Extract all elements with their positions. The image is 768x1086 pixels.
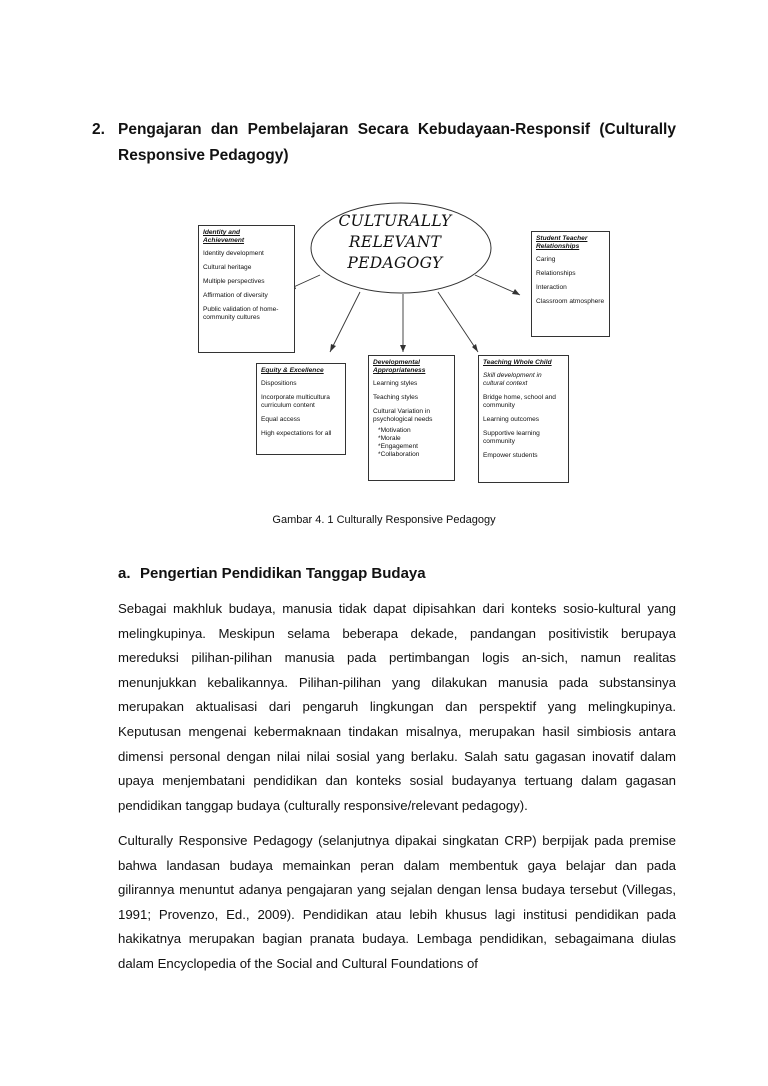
box-item: Public validation of home-community cultures — [203, 306, 279, 321]
box-item: Learning outcomes — [483, 416, 540, 423]
section-title: Pengajaran dan Pembelajaran Secara Kebudayaan-Responsif (Culturally Responsive Pedagogy) — [118, 121, 676, 164]
box-equity-excellence — [256, 363, 346, 455]
box-title-line: Achievement — [203, 237, 245, 244]
paragraph: Culturally Responsive Pedagogy (selanjutnya dipakai singkatan CRP) berpijak pada premise bahwa landasan budaya memainkan peran dalam membentuk gaya belajar dan pada gilirannya menuntut adanya pengajaran yang sejalan dengan lensa budaya tersebut (Villegas, 1991; Provenzo, Ed., 2009). Pendidikan atau lebih khusus lagi institusi pendidikan pada hakikatnya merupakan bagian pranata budaya. Lembaga pendidikan, sebagaimana diulas dalam Encyclopedia of the Social and Cultural Foundations of — [118, 833, 676, 971]
box-subitem: *Collaboration — [378, 451, 420, 458]
box-item: Learning styles — [373, 380, 418, 387]
arrow-to-whole-child — [438, 292, 478, 352]
box-item: Relationships — [536, 270, 576, 277]
box-identity-achievement — [198, 225, 295, 353]
arrow-to-equity — [330, 292, 360, 352]
box-title-line: Developmental — [373, 359, 420, 366]
crp-diagram — [190, 195, 610, 495]
box-title: Teaching Whole Child — [483, 359, 552, 366]
box-item: Cultural heritage — [203, 264, 252, 271]
arrowhead-equity — [330, 344, 336, 352]
box-subitem: *Engagement — [378, 443, 418, 450]
box-item: Caring — [536, 256, 556, 263]
arrowhead-whole-child — [472, 344, 478, 352]
box-item: Teaching styles — [373, 394, 419, 401]
center-title — [325, 211, 465, 274]
box-item: High expectations for all — [261, 430, 332, 437]
box-subitem: *Motivation — [378, 427, 411, 434]
box-title-line: Appropriateness — [373, 367, 426, 374]
box-item: Cultural Variation in psychological needs — [373, 408, 433, 423]
center-line-2: RELEVANT — [348, 233, 442, 251]
box-item: Classroom atmosphere — [536, 298, 605, 305]
paragraph: Sebagai makhluk budaya, manusia tidak dapat dipisahkan dari konteks sosio-kultural yang melingkupinya. Meskipun selama beberapa dekade, pandangan positivistik berupaya mereduksi pilihan-pilihan manusia pada pertimbangan logis an-sich, namun realitas menunjukkan kebalikannya. Pilihan-pilihan yang dilakukan manusia pada substansinya merupakan aktualisasi dari pengaruh lingkungan dan perspektif yang melingkupinya. Keputusan mengenai kebermaknaan tindakan misalnya, merupakan hasil simbiosis antara dimensi personal dengan nilai nilai sosial yang berlaku. Salah satu gagasan inovatif dalam upaya menjembatani pendidikan dan konteks sosial budayanya tertuang dalam gagasan pendidikan tanggap budaya (culturally responsive/relevant pedagogy). — [118, 601, 676, 813]
box-developmental-appropriateness — [368, 355, 455, 481]
box-title: Equity & Excellence — [261, 367, 324, 374]
arrowhead-student-teacher — [512, 289, 520, 295]
box-item: Supportive learning community — [483, 430, 540, 445]
box-title-line: Identity and — [203, 229, 240, 236]
box-item: Bridge home, school and community — [483, 394, 556, 409]
box-title — [373, 359, 450, 375]
subsection-letter: a. — [118, 565, 131, 582]
box-title-line: Relationships — [536, 243, 580, 250]
box-teaching-whole-child — [478, 355, 569, 483]
box-subitem: *Morale — [378, 435, 401, 442]
subsection-title: Pengertian Pendidikan Tanggap Budaya — [140, 565, 426, 582]
section-number: 2. — [92, 121, 105, 138]
box-student-teacher — [531, 231, 610, 337]
box-item: Incorporate multicultura curriculum content — [261, 394, 330, 409]
figure-caption: Gambar 4. 1 Culturally Responsive Pedagogy — [272, 514, 496, 526]
subsection-heading — [118, 565, 426, 582]
box-item: Affirmation of diversity — [203, 292, 268, 299]
box-item: Skill development in cultural context — [483, 372, 542, 387]
box-item: Dispositions — [261, 380, 297, 387]
box-item: Multiple perspectives — [203, 278, 265, 285]
box-item: Equal access — [261, 416, 301, 423]
box-title — [536, 235, 605, 251]
arrowhead-developmental — [400, 345, 406, 352]
box-item: Identity development — [203, 250, 264, 257]
center-line-3: PEDAGOGY — [347, 254, 443, 272]
section-heading — [92, 117, 676, 169]
box-title-line: Student Teacher — [536, 235, 588, 242]
box-item: Interaction — [536, 284, 567, 291]
center-line-1: CULTURALLY — [338, 212, 452, 230]
box-item: Empower students — [483, 452, 538, 459]
box-title — [203, 229, 290, 245]
